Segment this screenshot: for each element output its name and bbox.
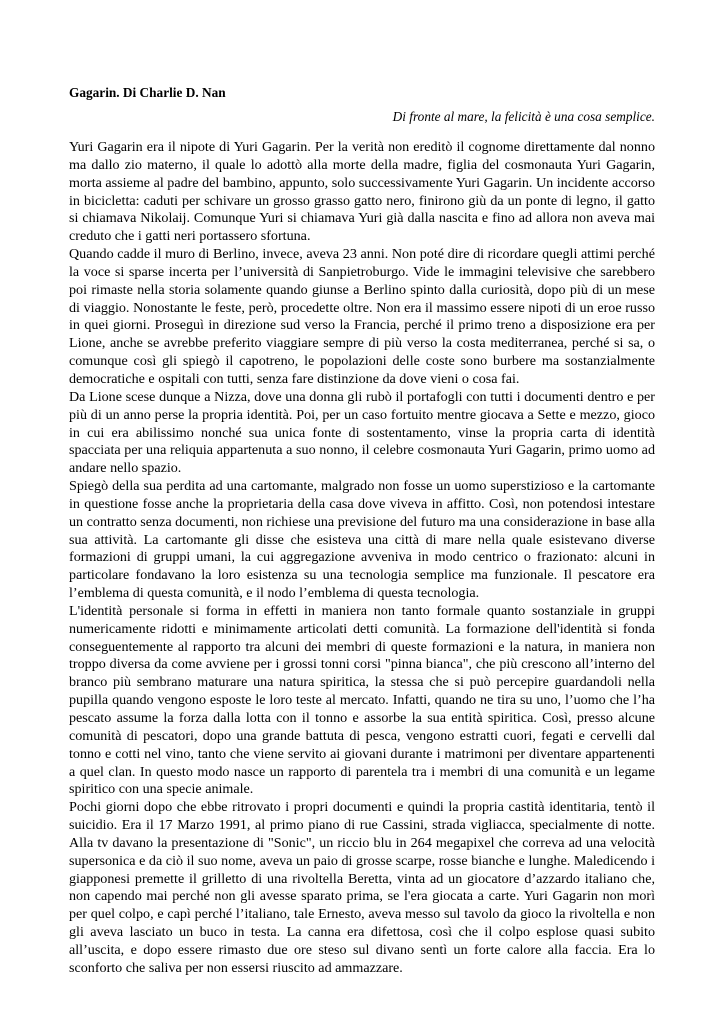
paragraph-5: L'identità personale si forma in effetti in maniera non tanto formale quanto sostanziale in gruppi numericamente ridotti e minimamente articolati detti comunità. La formazione dell'identità si fonda conseguentemente al rapporto tra alcuni dei membri di queste formazioni e la natura, in maniera non troppo diversa da come avviene per i grossi tonni corsi "pinna bianca", che più crescono all’interno del branco più sembrano maturare una natura spiritica, la stessa che si può percepire guardandoli nella pupilla quando vengono esposte le loro teste al mercato. Infatti, quando ne tira su uno, l’uomo che l’ha pescato assume la forza dalla lotta con il tonno e assorbe la sua entità spiritica. Così, presso alcune comunità di pescatori, dopo una grande battuta di pesca, vengono estratti cuori, fegati e cervelli dal tonno e cotti nel vino, tanto che viene servito ai giovani durante i matrimoni per diventare appartenenti a quel clan. In questo modo nasce un rapporto di parentela tra i membri di una comunità e un legame spiritico con una specie animale. — [69, 602, 655, 798]
paragraph-2: Quando cadde il muro di Berlino, invece, aveva 23 anni. Non poté dire di ricordare quegli attimi perché la voce si sparse incerta per l’università di Sanpietroburgo. Vide le immagini televisive che sarebbero poi rimaste nella storia solamente quando giunse a Berlino spinto dalla curiosità, dopo più di un mese di viaggio. Nonostante le feste, però, procedette oltre. Non era il massimo essere nipoti di un eroe russo in quei giorni. Proseguì in direzione sud verso la Francia, perché il primo treno a disposizione era per Lione, anche se avrebbe preferito viaggiare sempre di più verso la costa mediterranea, perché si sa, o comunque così gli spiegò il capotreno, le popolazioni delle coste sono burbere ma sostanzialmente democratiche e ospitali con tutti, senza fare distinzione da dove vieni o cosa fai. — [69, 246, 655, 387]
epigraph: Di fronte al mare, la felicità è una cosa semplice. — [392, 109, 655, 124]
paragraph-6: Pochi giorni dopo che ebbe ritrovato i propri documenti e quindi la propria castità identitaria, tentò il suicidio. Era il 17 Marzo 1991, al primo piano di rue Cassini, strada vigliacca, specialmente di notte. Alla tv davano la presentazione di "Sonic", un riccio blu in 264 megapixel che correva ad una velocità supersonica e da ciò il suo nome, aveva un paio di grosse scarpe, rosse bianche e lunghe. Maledicendo i giapponesi premette il grilletto di una rivoltella Beretta, vinta ad un giocatore d’azzardo italiano che, non capendo mai perché non gli avesse sparato prima, se l'era giocata a carte. Yuri Gagarin non morì per quel colpo, e capì perché l’italiano, tale Ernesto, aveva messo sul tavolo da gioco la rivoltella e non gli aveva lasciato un buco in testa. La canna era difettosa, così che il colpo esplose quasi subito all’uscita, e dopo essere rimasto due ore steso sul divano sentì un forte calore alla faccia. Era lo sconforto che saliva per non essersi riuscito ad ammazzare. — [69, 799, 655, 976]
document-page — [69, 84, 655, 978]
paragraph-1: Yuri Gagarin era il nipote di Yuri Gagarin. Per la verità non ereditò il cognome direttamente dal nonno ma dallo zio materno, il quale lo adottò alla morte della madre, figlia del cosmonauta Yuri Gagarin, morta assieme al padre del bambino, appunto, solo successivamente Yuri Gagarin. Un incidente accorso in bicicletta: caduti per schivare un grosso grasso gatto nero, finirono giù da un ponte di legno, il gatto si chiamava Nikolaij. Comunque Yuri si chiamava Yuri già dalla nascita e fino ad allora non aveva mai creduto che i gatti neri portassero sfortuna. — [69, 139, 655, 245]
paragraph-3: Da Lione scese dunque a Nizza, dove una donna gli rubò il portafogli con tutti i documenti dentro e per più di un anno perse la propria identità. Poi, per un caso fortuito mentre giocava a Sette e mezzo, gioco in cui era abilissimo nonché sua unica fonte di sostentamento, vinse la propria carta di identità spacciata per una reliquia appartenuta a suo nonno, il celebre cosmonauta Yuri Gagarin, primo uomo ad andare nello spazio. — [69, 388, 655, 477]
paragraph-4: Spiegò della sua perdita ad una cartomante, malgrado non fosse un uomo superstizioso e la cartomante in questione fosse anche la proprietaria della casa dove viveva in affitto. Così, non potendosi intestare un contratto senza documenti, non richiese una previsione del futuro ma una considerazione in base alla sua attività. La cartomante gli disse che esisteva una città di mare nella quale esistevano diverse formazioni di gruppi umani, la cui aggregazione avveniva in modo centrico o frazionato: alcuni in particolare fondavano la loro esistenza su una tecnologia semplice ma funzionale. Il pescatore era l’emblema di questa comunità, e il nodo l’emblema di questa tecnologia. — [69, 478, 655, 602]
document-title: Gagarin. Di Charlie D. Nan — [69, 85, 226, 100]
